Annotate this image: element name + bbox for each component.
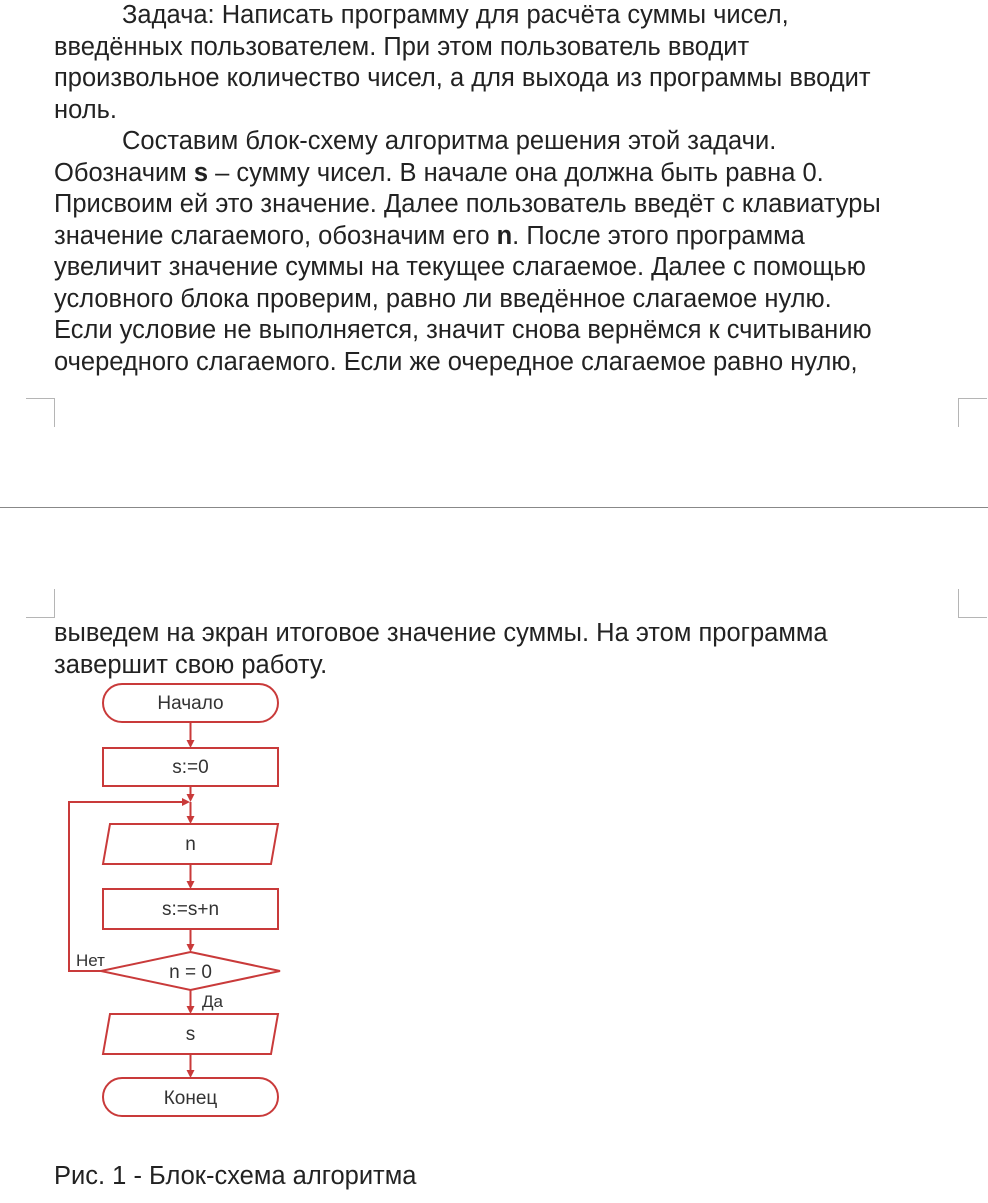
task-paragraph (54, 0, 974, 126)
description-line-2: Обозначим s – сумму чисел. В начале она должна быть равна 0. (54, 158, 824, 187)
page-corner-mark (958, 398, 987, 427)
description-line-3: Присвоим ей это значение. Далее пользователь введёт с клавиатуры (54, 190, 881, 218)
page-corner-mark (958, 589, 987, 618)
flowchart-no-label: Нет (76, 951, 105, 970)
page-corner-mark (26, 398, 55, 427)
flowchart-init-label: s:=0 (172, 757, 209, 778)
flowchart-start-label: Начало (157, 693, 224, 714)
algorithm-flowchart (60, 678, 300, 1128)
flowchart-output-label: s (185, 1024, 196, 1045)
description-line-5: увеличит значение суммы на текущее слагаемое. Далее с помощью (54, 253, 866, 281)
description-line-8: очередного слагаемого. Если же очередное слагаемое равно нулю, (54, 347, 858, 376)
continuation-paragraph (54, 618, 974, 681)
flowchart-end-label: Конец (163, 1088, 218, 1109)
page-break-divider (0, 507, 988, 508)
flowchart-yes-label: Да (202, 992, 223, 1011)
continuation-line-1: выведем на экран итоговое значение суммы. На этом программа (54, 619, 828, 647)
description-line-7: Если условие не выполняется, значит снова вернёмся к считыванию (54, 316, 872, 344)
page-corner-mark (26, 589, 55, 618)
task-line-1: Задача: Написать программу для расчёта суммы чисел, (122, 1, 789, 29)
flowchart-input-label: n (185, 834, 196, 855)
description-line-1: Составим блок-схему алгоритма решения этой задачи. (122, 127, 777, 155)
task-label: Задача: (122, 1, 215, 29)
description-line-6: условного блока проверим, равно ли введённое слагаемое нулю. (54, 284, 832, 313)
figure-caption: Рис. 1 - Блок-схема алгоритма (54, 1162, 417, 1190)
task-line-4: ноль. (54, 95, 117, 124)
task-line-3: произвольное количество чисел, а для выхода из программы вводит (54, 64, 871, 92)
variable-s: s (193, 158, 209, 187)
task-line-2: введённых пользователем. При этом пользователь вводит (54, 32, 750, 61)
flowchart-condition-label: n = 0 (169, 962, 212, 983)
flowchart-accumulate-label: s:=s+n (161, 899, 220, 920)
description-paragraph (54, 126, 974, 378)
description-line-4: значение слагаемого, обозначим его n. После этого программа (54, 221, 805, 250)
variable-n: n (496, 221, 513, 250)
continuation-line-2: завершит свою работу. (54, 650, 328, 679)
